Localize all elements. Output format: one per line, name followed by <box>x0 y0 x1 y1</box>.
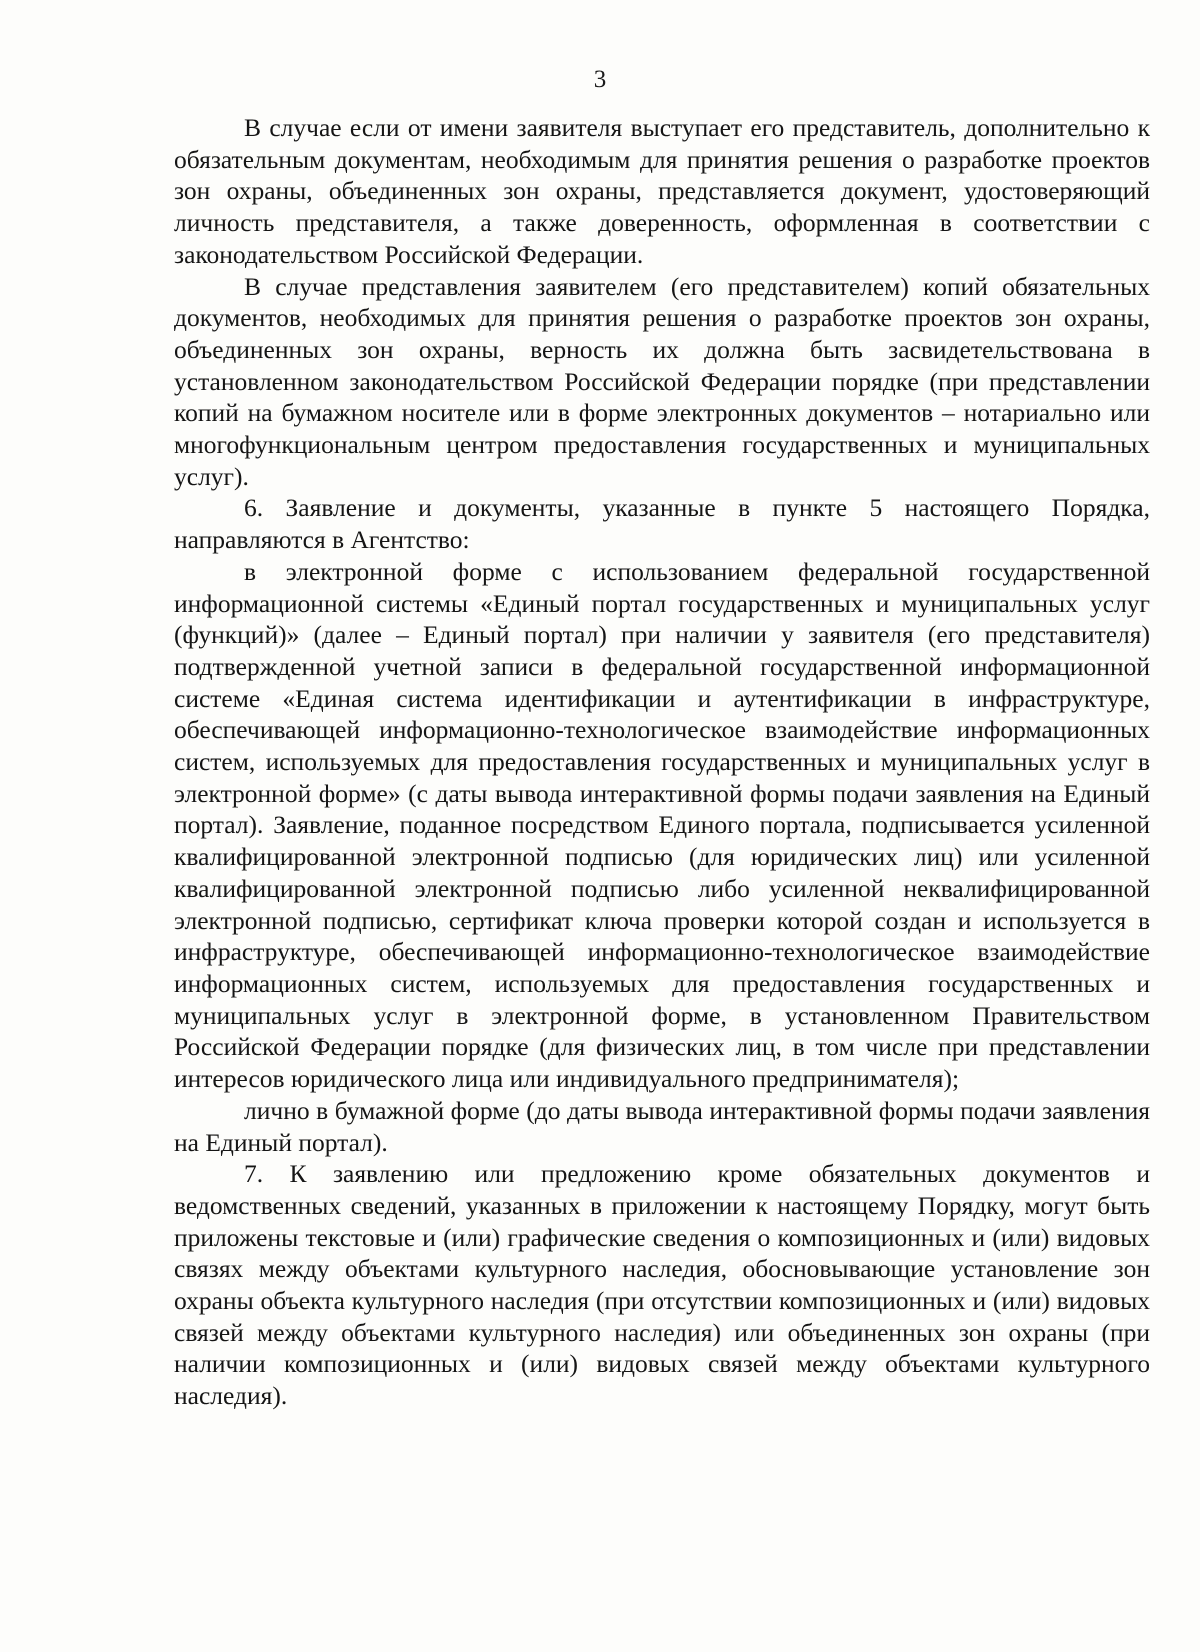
paragraph-electronic-form: в электронной форме с использованием федеральной государственной информационной системы «Единый портал государственных и муниципальных услуг (функций)» (далее – Единый портал) при наличии у заявителя (его представителя) подтвержденной учетной записи в федеральной государственной информационной системе «Единая система идентификации и аутентификации в инфраструктуре, обеспечивающей информационно-технологическое взаимодействие информационных систем, используемых для предоставления государственных и муниципальных услуг в электронной форме» (с даты вывода интерактивной формы подачи заявления на Единый портал). Заявление, поданное посредством Единого портала, подписывается усиленной квалифицированной электронной подписью (для юридических лиц) или усиленной квалифицированной электронной подписью либо усиленной неквалифицированной электронной подписью, сертификат ключа проверки которой создан и используется в инфраструктуре, обеспечивающей информационно-технологическое взаимодействие информационных систем, используемых для предоставления государственных и муниципальных услуг в электронной форме, в установленном Правительством Российской Федерации порядке (для физических лиц, в том числе при представлении интересов юридического лица или индивидуального предпринимателя); <box>174 556 1150 1094</box>
paragraph-item-7: 7. К заявлению или предложению кроме обязательных документов и ведомственных сведений, указанных в приложении к настоящему Порядку, могут быть приложены текстовые и (или) графические сведения о композиционных и (или) видовых связях между объектами культурного наследия, обосновывающие установление зон охраны объекта культурного наследия (при отсутствии композиционных и (или) видовых связей между объектами культурного наследия) или объединенных зон охраны (при наличии композиционных и (или) видовых связей между объектами культурного наследия). <box>174 1159 1150 1411</box>
document-body <box>174 112 1150 1412</box>
paragraph-copies: В случае представления заявителем (его представителем) копий обязательных документов, необходимых для принятия решения о разработке проектов зон охраны, объединенных зон охраны, верность их должна быть засвидетельствована в установленном законодательством Российской Федерации порядке (при представлении копий на бумажном носителе или в форме электронных документов – нотариально или многофункциональным центром предоставления государственных и муниципальных услуг). <box>174 271 1150 491</box>
paragraph-representative: В случае если от имени заявителя выступает его представитель, дополнительно к обязательным документам, необходимым для принятия решения о разработке проектов зон охраны, объединенных зон охраны, представляется документ, удостоверяющий личность представителя, а также доверенность, оформленная в соответствии с законодательством Российской Федерации. <box>174 113 1150 269</box>
paragraph-paper-form: лично в бумажной форме (до даты вывода интерактивной формы подачи заявления на Единый портал). <box>174 1095 1150 1157</box>
page-number: 3 <box>593 66 607 93</box>
paragraph-item-6: 6. Заявление и документы, указанные в пункте 5 настоящего Порядка, направляются в Агентство: <box>174 493 1150 555</box>
